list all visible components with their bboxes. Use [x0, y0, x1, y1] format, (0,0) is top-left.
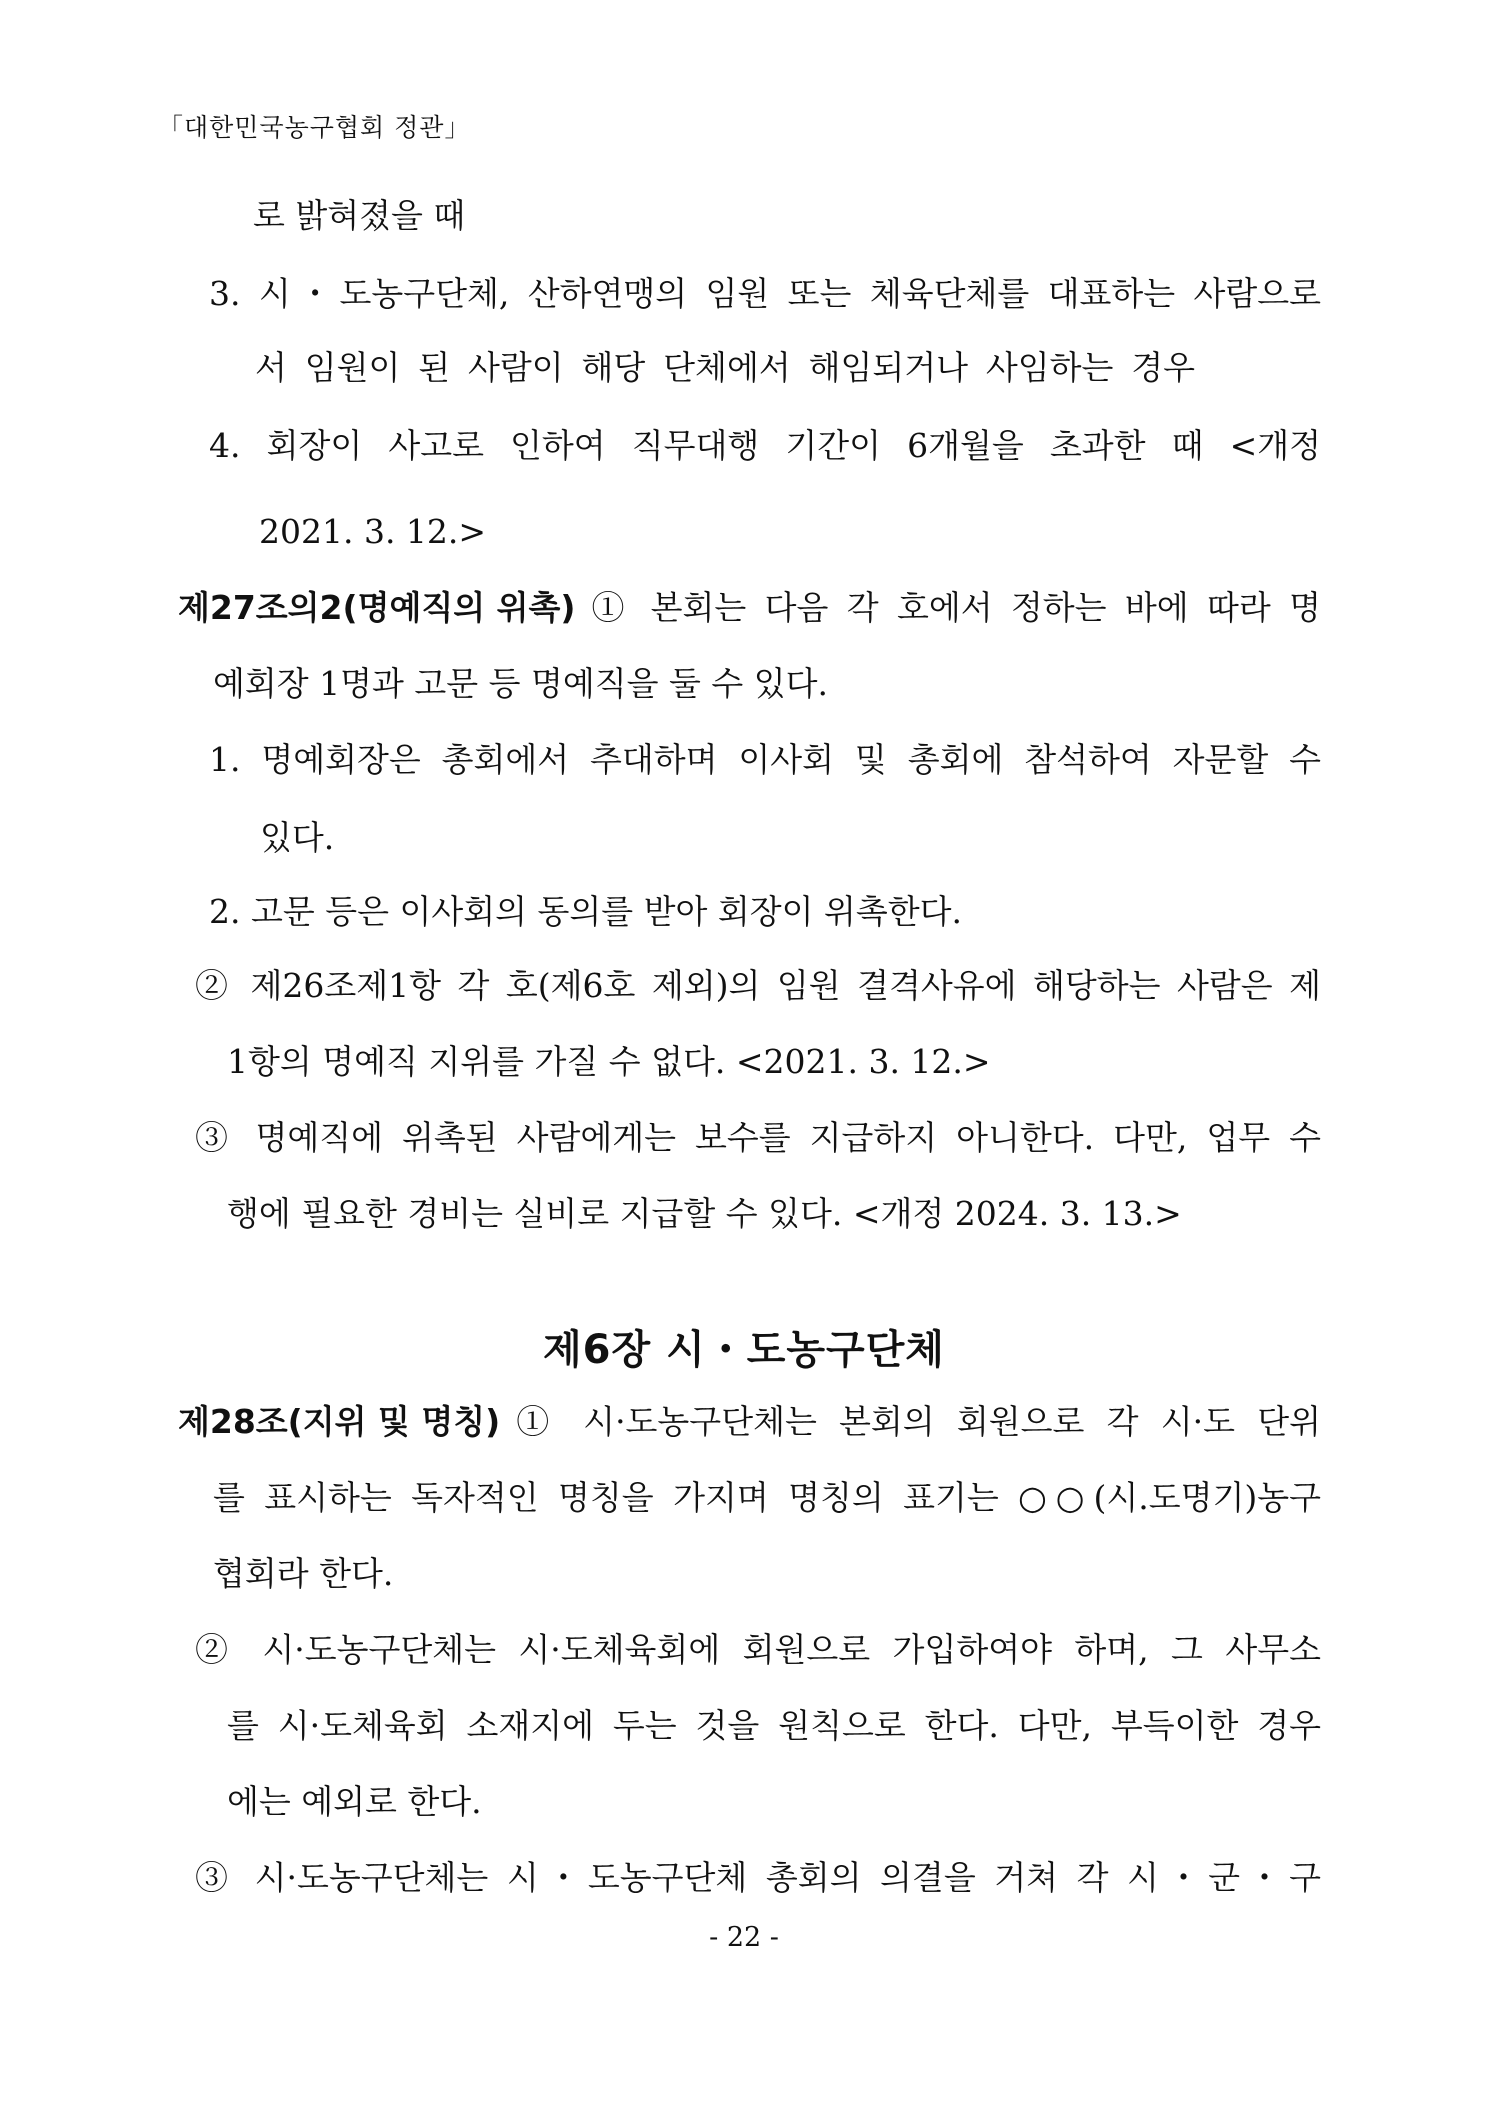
article-27-2-para-1-cont: 예회장 1명과 고문 등 명예직을 둘 수 있다. [213, 664, 828, 703]
list-item-4: 4. 회장이 사고로 인하여 직무대행 기간이 6개월을 초과한 때 <개정 [209, 426, 1321, 465]
list-item-3: 3. 시・도농구단체, 산하연맹의 임원 또는 체육단체를 대표하는 사람으로 [209, 274, 1321, 313]
article-28-para-1: ① 시·도농구단체는 본회의 회원으로 각 시·도 단위 [516, 1402, 1321, 1441]
article-28-para-1-cont: 를 표시하는 독자적인 명칭을 가지며 명칭의 표기는 ○○(시.도명기)농구 [213, 1478, 1321, 1517]
article-27-2-para-3-cont: 행에 필요한 경비는 실비로 지급할 수 있다. <개정 2024. 3. 13.> [227, 1194, 1182, 1233]
article-28-para-1-cont: 협회라 한다. [213, 1554, 394, 1593]
article-27-2-first-line [178, 588, 1321, 628]
article-27-2-para-2: ② 제26조제1항 각 호(제6호 제외)의 임원 결격사유에 해당하는 사람은 제 [195, 966, 1321, 1005]
article-heading: 제27조의2(명예직의 위촉) [178, 588, 576, 627]
text-line: 로 밝혀졌을 때 [253, 196, 466, 235]
article-27-2-para-2-cont: 1항의 명예직 지위를 가질 수 없다. <2021. 3. 12.> [227, 1042, 991, 1081]
article-28-para-2-cont: 에는 예외로 한다. [227, 1782, 482, 1821]
page-number: - 22 - [709, 1922, 779, 1953]
list-item-4-cont: 2021. 3. 12.> [259, 512, 487, 551]
list-item-1: 1. 명예회장은 총회에서 추대하며 이사회 및 총회에 참석하여 자문할 수 [209, 740, 1321, 779]
list-item-3-cont: 서 임원이 된 사람이 해당 단체에서 해임되거나 사임하는 경우 [255, 348, 1195, 387]
article-28-para-3: ③ 시·도농구단체는 시・도농구단체 총회의 의결을 거쳐 각 시・군・구 [195, 1858, 1321, 1897]
list-item-1-cont: 있다. [260, 818, 335, 857]
running-header: 「대한민국농구협회 정관」 [158, 113, 471, 142]
article-28-para-2-cont: 를 시·도체육회 소재지에 두는 것을 원칙으로 한다. 다만, 부득이한 경우 [227, 1706, 1321, 1745]
article-heading: 제28조(지위 및 명칭) [178, 1402, 501, 1441]
article-28-para-2: ② 시·도농구단체는 시·도체육회에 회원으로 가입하여야 하며, 그 사무소 [195, 1630, 1321, 1669]
list-item-2: 2. 고문 등은 이사회의 동의를 받아 회장이 위촉한다. [209, 892, 962, 931]
chapter-title: 제6장 시・도농구단체 [543, 1327, 945, 1373]
article-28-first-line [178, 1402, 1321, 1442]
article-27-2-para-1: ① 본회는 다음 각 호에서 정하는 바에 따라 명 [591, 588, 1321, 627]
article-27-2-para-3: ③ 명예직에 위촉된 사람에게는 보수를 지급하지 아니한다. 다만, 업무 수 [195, 1118, 1321, 1157]
